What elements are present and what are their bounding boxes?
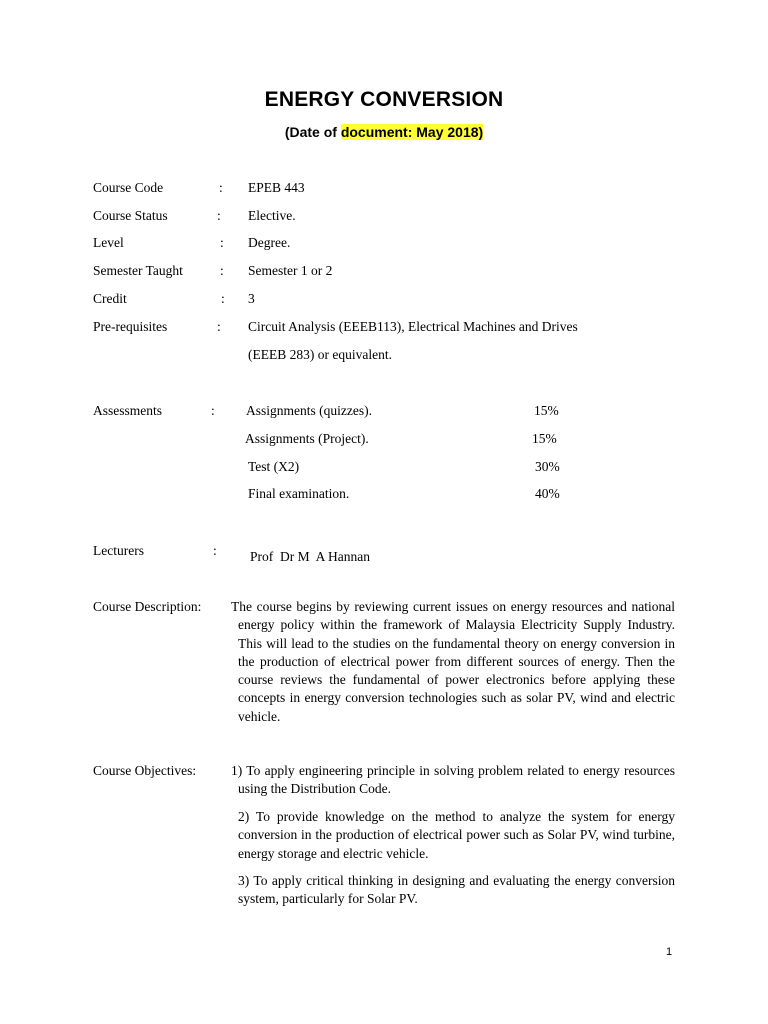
document-date	[0, 124, 768, 140]
info-colon: :	[219, 180, 223, 195]
date-prefix: (Date of	[284, 124, 341, 140]
document-title: ENERGY CONVERSION	[264, 88, 504, 111]
assessment-name: Final examination.	[248, 486, 350, 501]
assessment-row	[0, 401, 768, 421]
objective-item: 2) To provide knowledge on the method to analyze the system for energy conversion in the production of electrical power such as Solar PV, wind turbine, energy storage and electric vehicle.	[238, 809, 675, 861]
lecturer-name: Prof Dr M A Hannan	[250, 549, 370, 564]
assessment-name: Assignments (quizzes).	[246, 403, 372, 418]
assessments-colon: :	[211, 403, 215, 418]
assessment-row	[0, 429, 768, 449]
info-value-continued: (EEEB 283) or equivalent.	[248, 347, 392, 362]
info-label: Course Code	[93, 180, 164, 195]
assessment-weight: 30%	[535, 459, 560, 474]
assessment-row	[0, 457, 768, 477]
info-row-semester	[0, 261, 768, 281]
info-colon: :	[221, 291, 225, 306]
info-value: Degree.	[248, 235, 291, 250]
info-row-prerequisites-cont	[0, 345, 768, 365]
info-value: Elective.	[248, 208, 296, 223]
info-value: 3	[248, 291, 255, 306]
lecturers-colon: :	[213, 543, 217, 558]
info-row-course-status	[0, 206, 768, 226]
info-row-course-code	[0, 178, 768, 198]
objectives-label: Course Objectives:	[93, 763, 197, 778]
info-label: Level	[93, 235, 124, 250]
info-value: Semester 1 or 2	[248, 263, 333, 278]
assessment-weight: 15%	[532, 431, 557, 446]
lecturers-value-row	[0, 547, 768, 567]
description-label: Course Description:	[93, 599, 202, 614]
info-label: Semester Taught	[93, 263, 183, 278]
assessment-name: Test (X2)	[248, 459, 300, 474]
page-number: 1	[666, 946, 673, 958]
objective-item: 1) To apply engineering principle in solving problem related to energy resources using the Distribution Code.	[231, 763, 675, 797]
assessment-weight: 40%	[535, 486, 560, 501]
info-label: Credit	[93, 291, 127, 306]
info-label: Course Status	[93, 208, 168, 223]
objective-item: 3) To apply critical thinking in designing and evaluating the energy conversion system, particularly for Solar PV.	[238, 873, 675, 907]
info-label: Pre-requisites	[93, 319, 168, 334]
info-colon: :	[220, 263, 224, 278]
date-highlight: document: May 2018)	[340, 124, 484, 140]
assessments-label: Assessments	[93, 403, 163, 418]
info-value: Circuit Analysis (EEEB113), Electrical Machines and Drives	[248, 319, 578, 334]
info-row-prerequisites	[0, 317, 768, 337]
assessment-row	[0, 484, 768, 504]
info-row-level	[0, 233, 768, 253]
info-colon: :	[220, 235, 224, 250]
lecturers-label: Lecturers	[93, 543, 144, 558]
info-colon: :	[217, 319, 221, 334]
info-value: EPEB 443	[248, 180, 305, 195]
assessment-name: Assignments (Project).	[245, 431, 369, 446]
info-colon: :	[217, 208, 221, 223]
info-row-credit	[0, 289, 768, 309]
course-description-text: The course begins by reviewing current issues on energy resources and national energy policy within the framework of Malaysia Electricity Supply Industry. This will lead to the studies on the fundamental theory on energy conversion in the production of electrical power from different sources of energy. Then the course reviews the fundamental of power electronics before applying these concepts in energy conversion technologies such as solar PV, wind and electric vehicle.	[231, 599, 675, 724]
assessment-weight: 15%	[534, 403, 559, 418]
